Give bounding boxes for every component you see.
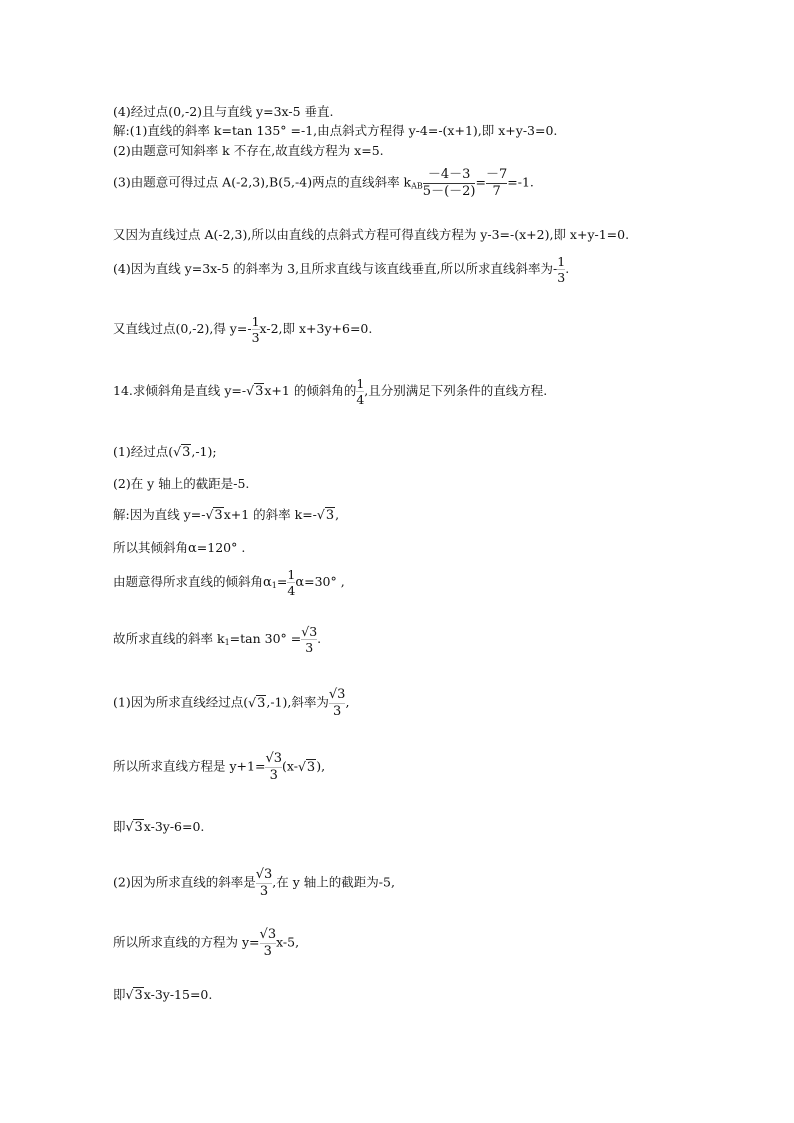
text: 又直线过点(0,-2),得 y= bbox=[113, 321, 248, 337]
text-line bbox=[113, 255, 569, 284]
denominator: 3 bbox=[263, 943, 272, 959]
fraction bbox=[301, 625, 317, 654]
text-line bbox=[113, 505, 339, 523]
text-line bbox=[113, 538, 245, 556]
denominator: 3 bbox=[251, 330, 260, 346]
alpha-symbol: α bbox=[295, 575, 305, 591]
text: = bbox=[475, 174, 486, 190]
text: (1)因为所求直线经过点( bbox=[113, 694, 249, 710]
radicand: 3 bbox=[134, 988, 143, 1003]
text: x-3y-15=0. bbox=[143, 987, 213, 1002]
text: = bbox=[276, 574, 288, 590]
numerator: √3 bbox=[328, 687, 346, 702]
radicand: 3 bbox=[325, 508, 335, 523]
text-line bbox=[113, 442, 217, 460]
text: ,-1),斜率为 bbox=[266, 694, 329, 710]
text-line: (2)在 y 轴上的截距是-5. bbox=[113, 476, 250, 491]
radicand: 3 bbox=[214, 508, 223, 523]
text-line bbox=[113, 625, 321, 654]
text: ,在 y 轴上的截距为-5, bbox=[272, 874, 395, 890]
text: 即 bbox=[113, 819, 126, 834]
numerator: －7 bbox=[485, 167, 508, 182]
text: =tan 30° = bbox=[229, 631, 302, 647]
text: , bbox=[335, 507, 340, 522]
fraction bbox=[256, 868, 273, 898]
radicand: 3 bbox=[267, 927, 277, 942]
sqrt: √3 bbox=[297, 758, 316, 775]
text: 即 bbox=[113, 987, 126, 1002]
text-line bbox=[113, 168, 534, 198]
sqrt: √3 bbox=[173, 444, 191, 460]
text: ), bbox=[316, 758, 326, 774]
text: x+1 的斜率 k=- bbox=[223, 507, 317, 522]
text-line: (2)由题意可知斜率 k 不存在,故直线方程为 x=5. bbox=[113, 143, 384, 158]
text-line bbox=[113, 985, 212, 1003]
fraction bbox=[329, 688, 346, 718]
fraction bbox=[287, 568, 295, 597]
text: x-5, bbox=[276, 934, 300, 950]
text: (2)因为所求直线的斜率是 bbox=[113, 874, 256, 890]
radicand: 3 bbox=[264, 867, 273, 882]
text: (3)由题意可得过点 A(-2,3),B(5,-4)两点的直线斜率 k bbox=[113, 174, 412, 190]
fraction bbox=[252, 315, 260, 344]
numerator: 1 bbox=[557, 254, 566, 269]
text: 故所求直线的斜率 k bbox=[113, 631, 225, 647]
numerator: 1 bbox=[356, 376, 365, 391]
text: x-3y-6=0. bbox=[143, 819, 205, 834]
text: =30° , bbox=[304, 574, 345, 590]
sqrt: √3 bbox=[246, 383, 264, 400]
minus-sign: - bbox=[247, 321, 252, 337]
text: (x- bbox=[282, 758, 298, 774]
denominator: 3 bbox=[305, 640, 314, 656]
sqrt: √3 bbox=[125, 987, 143, 1003]
fraction bbox=[260, 928, 277, 958]
text: ,且分别满足下列条件的直线方程. bbox=[364, 383, 548, 399]
denominator: 3 bbox=[269, 767, 278, 783]
text: . bbox=[317, 631, 322, 647]
denominator: 3 bbox=[333, 703, 342, 719]
text: =120° . bbox=[196, 540, 246, 555]
radicand: 3 bbox=[182, 445, 191, 460]
text-line bbox=[113, 752, 325, 782]
radicand: 3 bbox=[273, 751, 283, 766]
radicand: 3 bbox=[257, 695, 266, 711]
text-line bbox=[113, 568, 345, 597]
text-line bbox=[113, 928, 299, 958]
text: . bbox=[565, 261, 570, 277]
sqrt: √3 bbox=[248, 694, 266, 711]
minus-sign: - bbox=[553, 261, 558, 277]
numerator: √3 bbox=[255, 867, 273, 882]
text: x+1 的倾斜角的 bbox=[264, 383, 357, 399]
denominator: 7 bbox=[492, 183, 501, 199]
subscript: 1 bbox=[271, 581, 277, 591]
alpha-symbol: α bbox=[263, 575, 272, 591]
text-line bbox=[113, 688, 349, 718]
radicand: 3 bbox=[337, 687, 346, 702]
text-line bbox=[113, 377, 547, 406]
fraction bbox=[557, 255, 565, 284]
denominator: 3 bbox=[259, 883, 269, 899]
radicand: 3 bbox=[306, 759, 316, 775]
numerator: √3 bbox=[265, 751, 283, 766]
text-line bbox=[113, 315, 372, 344]
numerator: √3 bbox=[259, 927, 277, 942]
sqrt: √3 bbox=[316, 507, 335, 523]
text-line: 解:(1)直线的斜率 k=tan 135° =-1,由点斜式方程得 y-4=-(x+1),即 x+y-3=0. bbox=[113, 123, 558, 138]
alpha-symbol: α bbox=[188, 541, 197, 556]
text: ,-1); bbox=[191, 444, 217, 459]
radicand: 3 bbox=[255, 384, 264, 400]
text: (1)经过点( bbox=[113, 444, 174, 459]
text: x-2,即 x+3y+6=0. bbox=[259, 321, 373, 337]
fraction bbox=[265, 752, 282, 782]
text: 所以其倾斜角 bbox=[113, 540, 189, 555]
fraction bbox=[486, 168, 507, 198]
text: 由题意得所求直线的倾斜角 bbox=[113, 574, 264, 590]
denominator: 3 bbox=[557, 270, 566, 286]
text: (4)因为直线 y=3x-5 的斜率为 3,且所求直线与该直线垂直,所以所求直线斜率为 bbox=[113, 261, 554, 277]
text: 14.求倾斜角是直线 y=- bbox=[113, 383, 247, 399]
text: =-1. bbox=[507, 174, 534, 190]
text: 所以所求直线方程是 y+1= bbox=[113, 758, 266, 774]
text: 所以所求直线的方程为 y= bbox=[113, 934, 260, 950]
denominator: 5－(－2) bbox=[422, 183, 476, 199]
fraction bbox=[423, 168, 476, 198]
radicand: 3 bbox=[134, 820, 143, 835]
numerator: √3 bbox=[301, 624, 318, 639]
radicand: 3 bbox=[309, 624, 318, 639]
sqrt: √3 bbox=[205, 507, 223, 523]
sqrt: √3 bbox=[125, 819, 143, 835]
denominator: 4 bbox=[287, 583, 296, 599]
numerator: －4－3 bbox=[427, 167, 471, 182]
fraction bbox=[356, 377, 364, 406]
text-line: (4)经过点(0,-2)且与直线 y=3x-5 垂直. bbox=[113, 104, 334, 119]
denominator: 4 bbox=[356, 392, 365, 408]
text: 解:因为直线 y=- bbox=[113, 507, 206, 522]
text-line: 又因为直线过点 A(-2,3),所以由直线的点斜式方程可得直线方程为 y-3=-(x+2),即 x+y-1=0. bbox=[113, 227, 630, 242]
text-line bbox=[113, 868, 395, 898]
text: , bbox=[345, 694, 350, 710]
text-line bbox=[113, 817, 204, 835]
subscript: AB bbox=[411, 181, 423, 191]
subscript: 1 bbox=[224, 638, 230, 648]
numerator: 1 bbox=[251, 314, 260, 329]
numerator: 1 bbox=[287, 567, 296, 582]
